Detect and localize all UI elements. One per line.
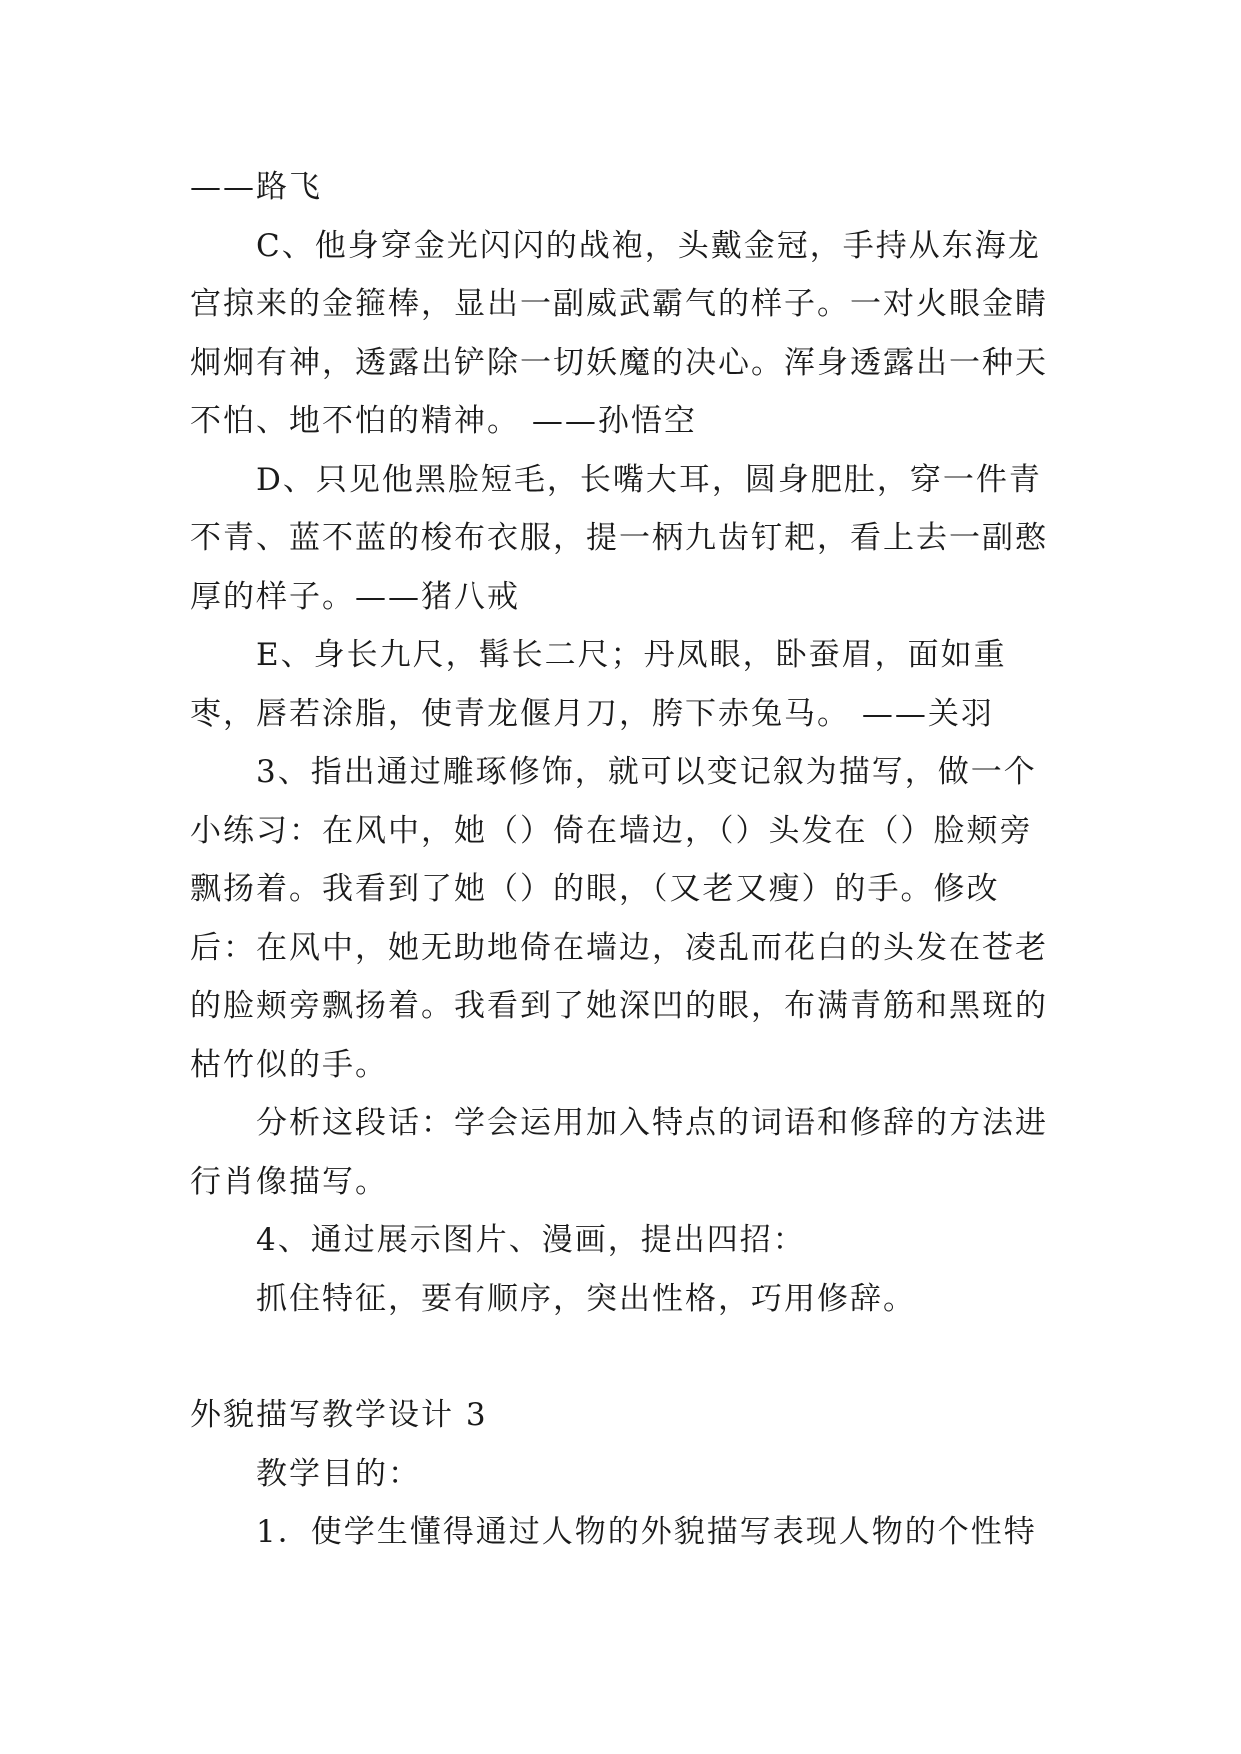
section-title: 外貌描写教学设计 3 xyxy=(190,1397,488,1433)
paragraph-item-e: E、身长九尺，髯长二尺；丹凤眼，卧蚕眉，面如重枣，唇若涂脂，使青龙偃月刀，胯下赤兔马。 ——关羽 xyxy=(190,637,1007,732)
paragraph-objective-1: 1．使学生懂得通过人物的外貌描写表现人物的个性特 xyxy=(256,1514,1037,1550)
paragraph-item-3: 3、指出通过雕琢修饰，就可以变记叙为描写，做一个小练习：在风中，她（）倚在墙边，（）头发在（）脸颊旁飘扬着。我看到了她（）的眼，（又老又瘦）的手。修改后：在风中，她无助地倚在墙边，凌乱而花白的头发在苍老的脸颊旁飘扬着。我看到了她深凹的眼，布满青筋和黑斑的枯竹似的手。 xyxy=(190,754,1048,1083)
paragraph-item-d: D、只见他黑脸短毛，长嘴大耳，圆身肥肚，穿一件青不青、蓝不蓝的梭布衣服，提一柄九齿钉耙，看上去一副憨厚的样子。——猪八戒 xyxy=(190,461,1048,615)
paragraph-four-tips: 抓住特征，要有顺序，突出性格，巧用修辞。 xyxy=(256,1280,916,1317)
paragraph-analysis: 分析这段话：学会运用加入特点的词语和修辞的方法进行肖像描写。 xyxy=(190,1105,1048,1200)
paragraph-objectives-label: 教学目的： xyxy=(256,1455,421,1492)
document-body xyxy=(190,158,1050,1562)
section-spacer xyxy=(190,1328,1050,1386)
attribution-luffy: ——路飞 xyxy=(190,169,322,205)
paragraph-item-4: 4、通过展示图片、漫画，提出四招： xyxy=(256,1222,806,1258)
paragraph-item-c: C、他身穿金光闪闪的战袍，头戴金冠，手持从东海龙宫掠来的金箍棒，显出一副威武霸气的样子。一对火眼金睛炯炯有神，透露出铲除一切妖魔的决心。浑身透露出一种天不怕、地不怕的精神。 ——孙悟空 xyxy=(190,227,1048,439)
